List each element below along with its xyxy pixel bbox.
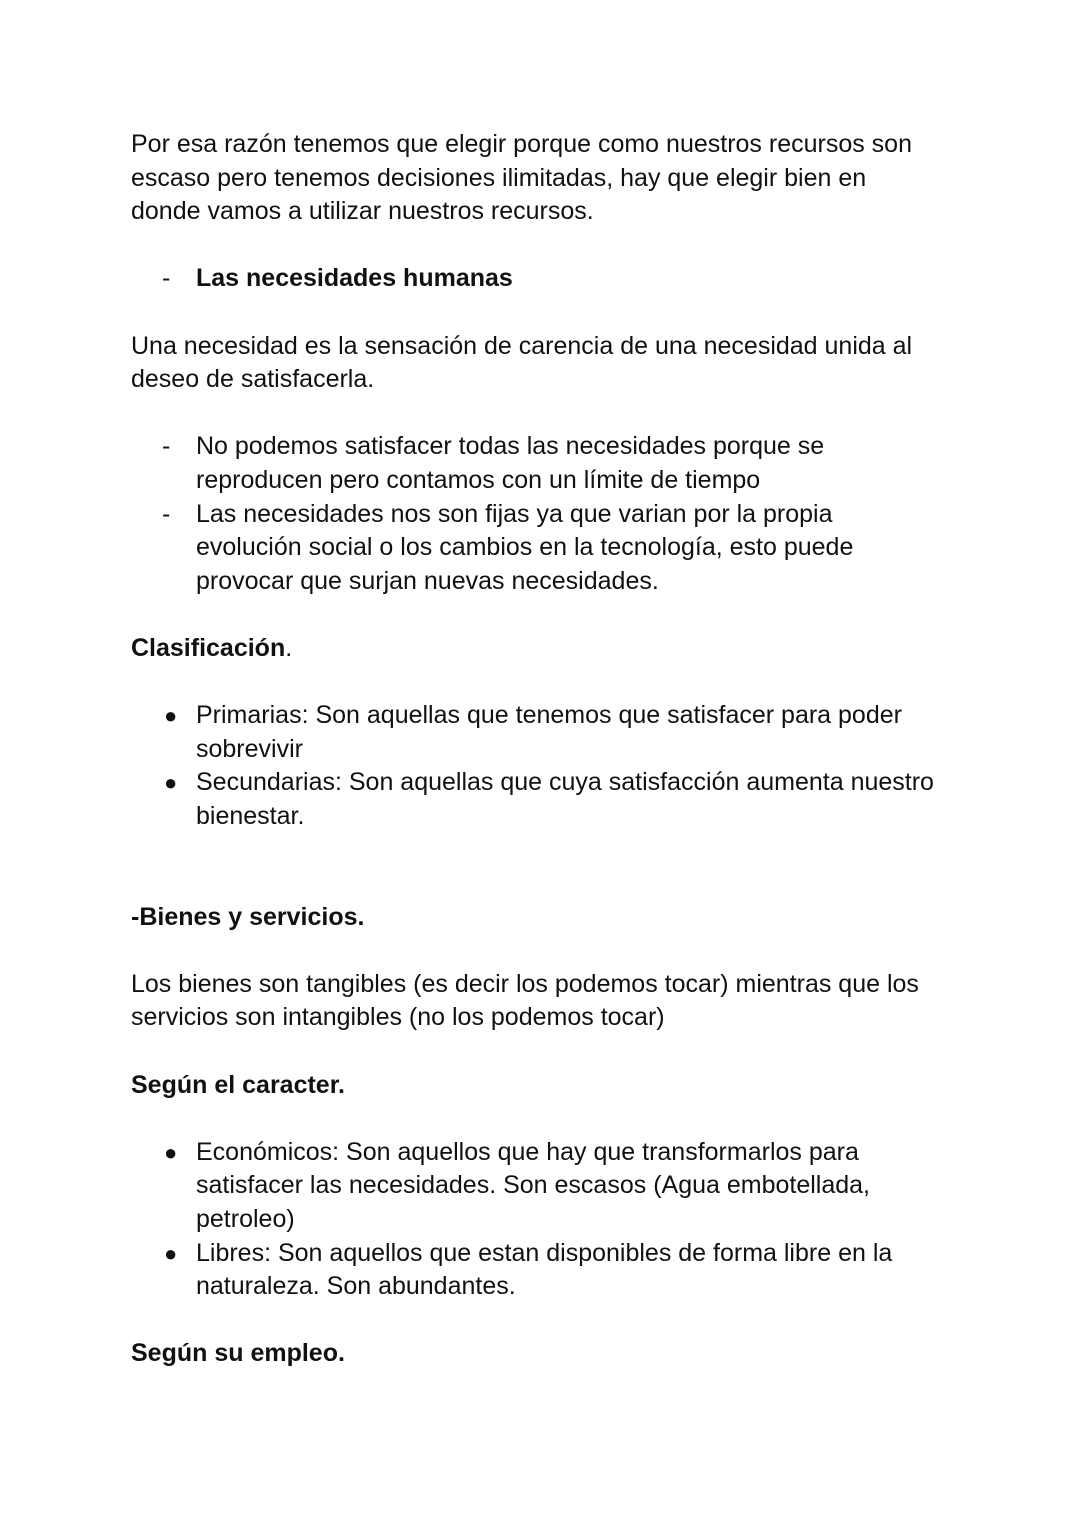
text-line: Libres: Son aquellos que estan disponibles de forma libre en la (196, 1238, 893, 1267)
intro-paragraph (131, 128, 961, 229)
necesidad-definition (131, 330, 961, 397)
text-line: Primarias: Son aquellas que tenemos que satisfacer para poder (196, 701, 902, 730)
bullet-marker: ● (164, 703, 178, 729)
text-line: Por esa razón tenemos que elegir porque como nuestros recursos son (131, 130, 912, 158)
list-item (131, 1237, 961, 1304)
list-item (131, 699, 961, 766)
list-item (131, 1136, 961, 1237)
bullet-marker: ● (164, 1240, 178, 1266)
text-line: donde vamos a utilizar nuestros recursos. (131, 197, 594, 226)
text-line: Los bienes son tangibles (es decir los podemos tocar) mientras que los (131, 969, 919, 998)
caracter-list (131, 1136, 961, 1304)
text-line: No podemos satisfacer todas las necesidades porque se (196, 432, 825, 461)
list-item (131, 498, 961, 599)
text-line: evolución social o los cambios en la tecnología, esto puede (196, 533, 854, 562)
text-line: sobrevivir (196, 734, 303, 763)
text-line: deseo de satisfacerla. (131, 365, 375, 394)
bienes-paragraph (131, 968, 961, 1035)
text-line: servicios son intangibles (no los podemos tocar) (131, 1003, 665, 1032)
list-item (131, 430, 961, 497)
section-heading-bienes: -Bienes y servicios. (131, 902, 365, 931)
text-line: Secundarias: Son aquellas que cuya satisfacción aumenta nuestro (196, 768, 934, 797)
section-heading-necesidades: Las necesidades humanas (196, 264, 513, 293)
text-line: petroleo) (196, 1205, 295, 1233)
dash-marker: - (162, 432, 171, 461)
heading-punctuation: . (285, 633, 293, 662)
clasificacion-heading-line (131, 632, 961, 666)
text-line: provocar que surjan nuevas necesidades. (196, 566, 659, 595)
document-page (131, 128, 961, 1371)
necesidades-heading-list (131, 262, 961, 296)
text-line: Las necesidades nos son fijas ya que varian por la propia (196, 499, 833, 528)
section-heading-empleo: Según su empleo. (131, 1339, 345, 1368)
section-heading-caracter: Según el caracter. (131, 1070, 346, 1099)
list-item (131, 766, 961, 833)
text-line: satisfacer las necesidades. Son escasos (Agua embotellada, (196, 1171, 870, 1200)
dash-marker: - (162, 499, 171, 528)
text-line: bienestar. (196, 801, 305, 830)
bullet-marker: ● (164, 770, 178, 796)
list-item (131, 262, 961, 296)
bullet-marker: ● (164, 1139, 178, 1165)
dash-marker: - (162, 264, 171, 293)
text-line: naturaleza. Son abundantes. (196, 1272, 516, 1301)
text-line: Una necesidad es la sensación de carencia de una necesidad unida al (131, 331, 913, 360)
text-line: escaso pero tenemos decisiones ilimitadas, hay que elegir bien en (131, 163, 867, 192)
necesidades-points-list (131, 430, 961, 598)
text-line: reproducen pero contamos con un límite de tiempo (196, 465, 761, 494)
clasificacion-list (131, 699, 961, 833)
text-line: Económicos: Son aquellos que hay que transformarlos para (196, 1137, 859, 1166)
section-heading-clasificacion: Clasificación (131, 633, 286, 662)
